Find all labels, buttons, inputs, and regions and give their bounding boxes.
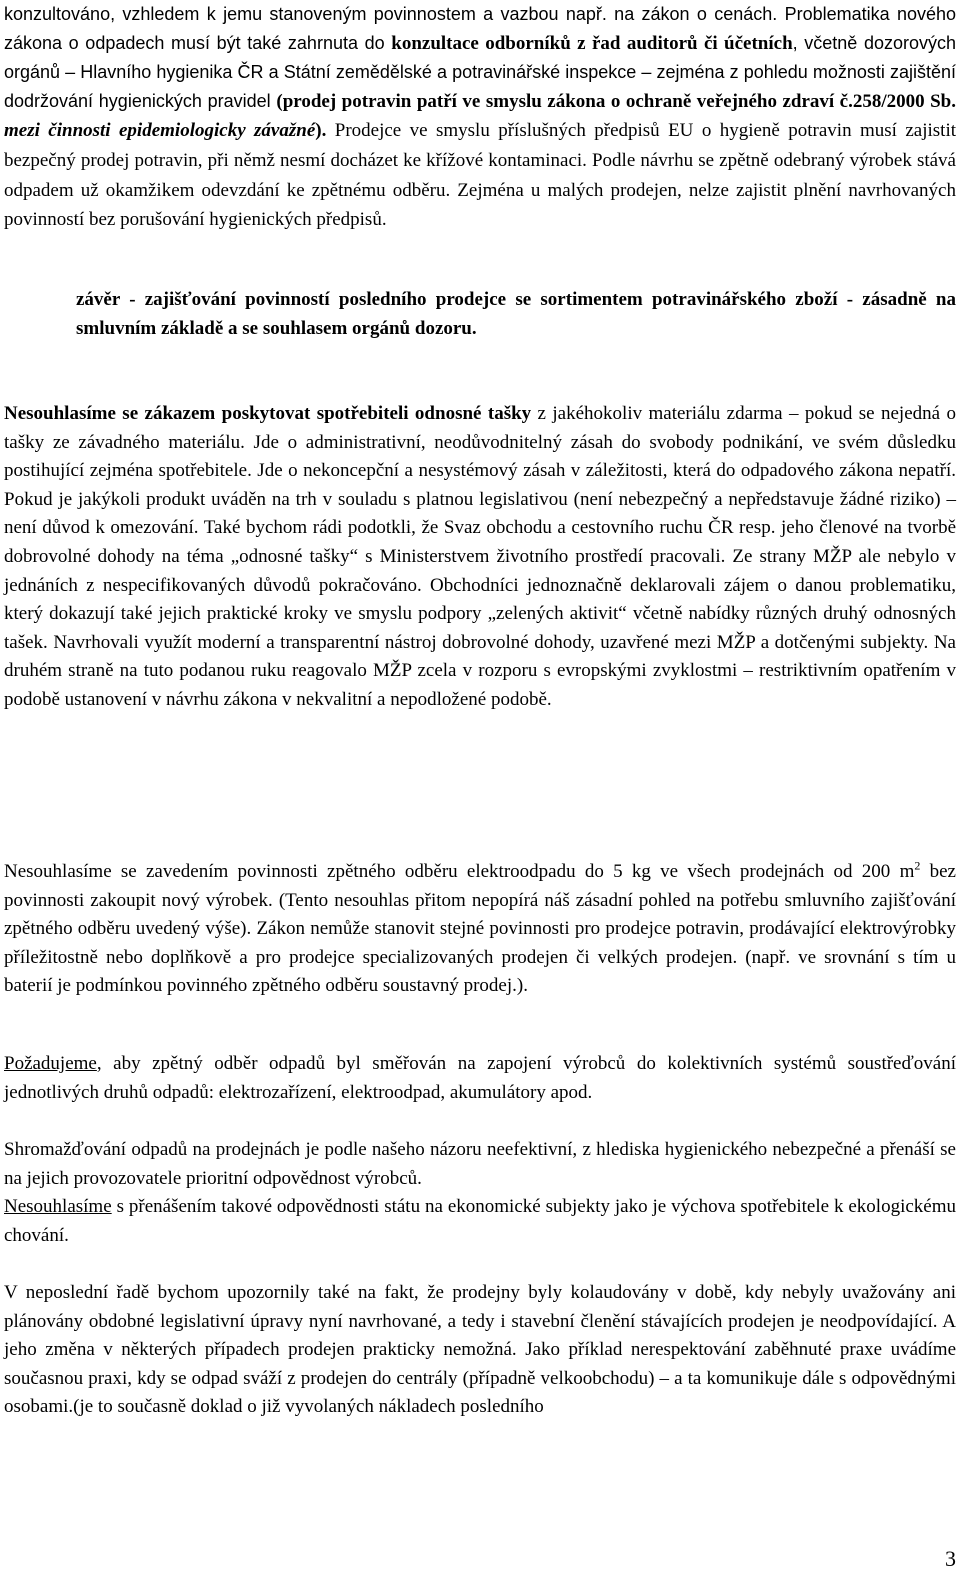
text: konzultováno, vzhledem k jemu stanoveným povinnostem a vazbou např. na zákon o cenách. Problematika nového zákona o odpadech musí být také zahrnuta do [4,4,956,53]
text: bez povinnosti zakoupit nový výrobek. (Tento nesouhlas přitom nepopírá náš zásadní pohled na potřebu smluvního zajišťování zpětného odběru uvedený výše). Zákon nemůže stanovit stejné povinnosti pro prodejce potravin, prodávající elektrovýrobky příležitostně nebo doplňkově a pro prodejce specializovaných prodejen či velkých prodejen. (např. ve srovnání s tím u baterií je podmínkou povinného zpětného odběru soustavný prodej.). [4,861,956,997]
bold-text: konzultace odborníků z řad auditorů či účetních [391,32,793,54]
paragraph-premises: V neposlední řadě bychom upozornily také na fakt, že prodejny byly kolaudovány v době, kdy nebyly uvažovány ani plánovány obdobné legislativní úpravy nyní navrhované, a tedy i stavební členění stávajících prodejen je neodpovídající. A jeho změna v některých případech prodejen prakticky nemožná. Jako příklad nerespektování zaběhnuté praxe uvádíme současnou praxi, kdy se odpad sváží z prodejen do centrály (případně velkoobchodu) – a ta komunikuje dále s odpovědnými osobami.(je to současně doklad o již vyvolaných nákladech posledního [4,1282,956,1418]
text: Prodejce ve smyslu příslušných předpisů EU o hygieně potravin musí zajistit bezpečný prodej potravin, při němž nesmí docházet ke křížové kontaminaci. Podle návrhu se zpětně odebraný výrobek stává odpadem už okamžikem odevzdání ke zpětnému odběru. Zejména u malých prodejen, nelze zajistit plnění navrhovaných povinností bez porušování hygienických předpisů. [4,120,957,231]
paragraph-disagree [4,1193,956,1250]
paragraph-bags [4,400,956,715]
bold-text: Nesouhlasíme se zákazem poskytovat spotřebiteli odnosné tašky [4,403,532,424]
bold-text: (prodej potravin patří ve smyslu zákona o ochraně veřejného zdraví č.258/2000 Sb. [276,90,956,112]
text: , aby zpětný odběr odpadů byl směřován na zapojení výrobců do kolektivních systémů soustřeďování jednotlivých druhů odpadů: elektrozařízení, elektroodpad, akumulátory apod. [4,1053,956,1103]
paragraph-requirement [4,1050,956,1107]
conclusion-paragraph: závěr - zajišťování povinností posledního prodejce se sortimentem potravinářského zboží - zásadně na smluvním základě a se souhlasem orgánů dozoru. [76,289,956,339]
text: Nesouhlasíme se zavedením povinnosti zpětného odběru elektroodpadu do 5 kg ve všech prodejnách od 200 m [4,861,915,882]
underlined-text: Požadujeme [4,1053,97,1074]
paragraph-electrowaste [4,858,956,1001]
page-number: 3 [945,1546,956,1571]
bold-italic-text: mezi činnosti epidemiologicky závažné [4,120,316,142]
bold-text: ). [315,120,327,142]
superscript: 2 [914,858,921,873]
text: , včetně dozorových orgánů – Hlavního hygienika ČR a Státní zemědělské a potravinářské inspekce – zejména z pohledu možnosti zajištění dodržování hygienických pravidel [4,32,956,111]
text: s přenášením takové odpovědnosti státu na ekonomické subjekty jako je výchova spotřebitele k ekologickému chování. [4,1196,956,1246]
paragraph-collection: Shromažďování odpadů na prodejnách je podle našeho názoru neefektivní, z hlediska hygienického nebezpečné a přenáší se na jejich provozovatele prioritní odpovědnost výrobců. [4,1139,956,1189]
underlined-text: Nesouhlasíme [4,1196,112,1217]
text: z jakéhokoliv materiálu zdarma – pokud se nejedná o tašky ze závadného materiálu. Jde o administrativní, neodůvodnitelný zásah do svobody podnikání, ve svém důsledku postihující zejména spotřebitele. Jde o nekoncepční a nesystémový zásah v záležitosti, která do odpadového zákona nepatří. Pokud je jakýkoli produkt uváděn na trh v souladu s platnou legislativou (není nebezpečný a nepředstavuje žádné riziko) – není důvod k omezování. Také bychom rádi podotkli, že Svaz obchodu a cestovního ruchu ČR resp. jeho členové na tvorbě dobrovolné dohody na téma „odnosné tašky“ s Ministerstvem životního prostředí pracovali. Ze strany MŽP ale nebylo v jednáních z nespecifikovaných důvodů pokračováno. Obchodníci jednoznačně deklarovali zájem o danou problematiku, který dokazují také jejich praktické kroky ve smyslu podpory „zelených aktivit“ včetně nabídky různých druhý odnosných tašek. Navrhovali využít moderní a transparentní nástroj dobrovolné dohody, uzavřené mezi MŽP a dotčenými subjekty. Na druhém straně na tuto podanou ruku reagovalo MŽP zcela v rozporu s evropskými zvyklostmi – restriktivním opatřením v podobě ustanovení v návrhu zákona v nekvalitní a nepodložené podobě. [4,403,956,710]
paragraph-consultation [4,0,956,235]
